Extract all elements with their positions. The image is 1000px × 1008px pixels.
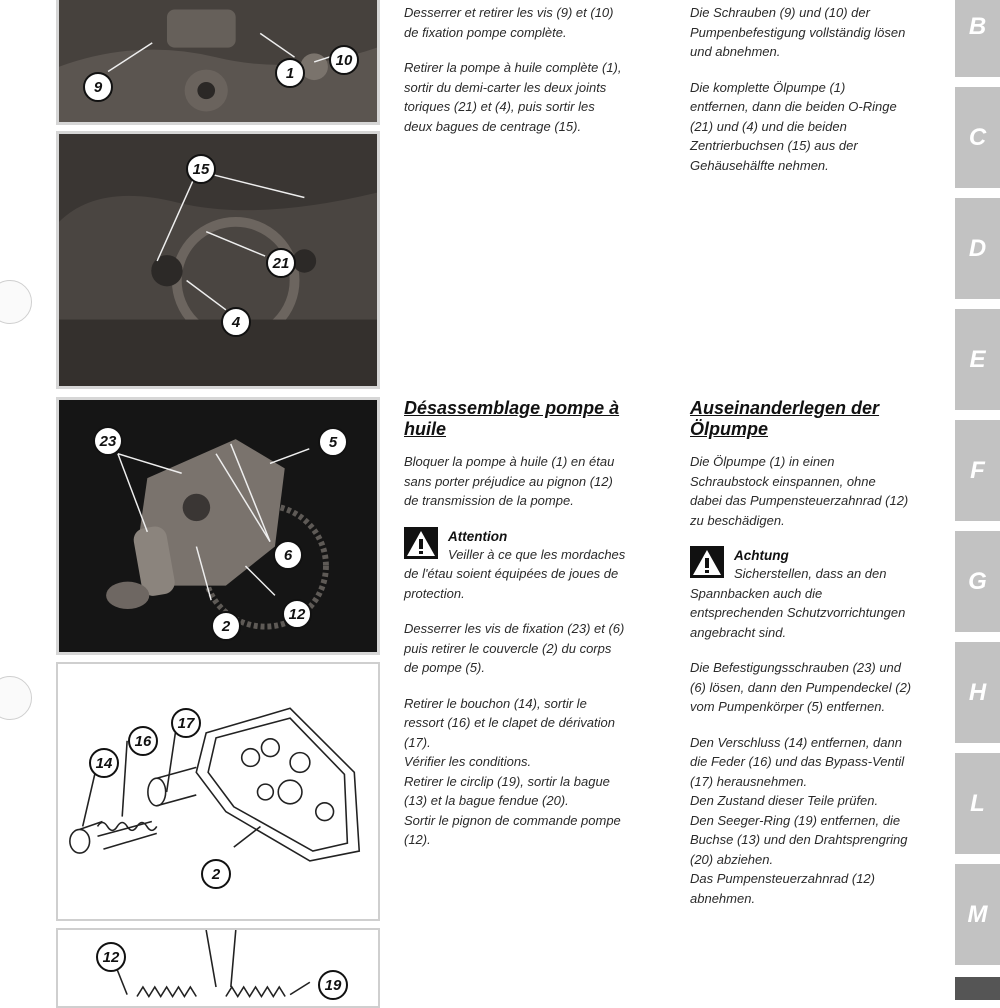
figure-gear-drawing — [56, 928, 380, 1008]
section-tab-f[interactable]: F — [955, 420, 1000, 521]
figure-pump-drawing — [56, 662, 380, 921]
section-tab-current[interactable] — [955, 977, 1000, 1000]
fr-paragraph-cover: Desserrer les vis de fixation (23) et (6) puis retirer le couvercle (2) du corps de pompe (5). — [404, 621, 625, 675]
callout-17: 17 — [171, 708, 201, 738]
callout-19: 19 — [318, 970, 348, 1000]
callout-12: 12 — [282, 599, 312, 629]
de-heading-disassembly: Auseinanderlegen der Ölpumpe — [690, 398, 880, 439]
callout-1: 1 — [275, 58, 305, 88]
figure-crankcase-orings — [56, 131, 380, 389]
callout-21: 21 — [266, 248, 296, 278]
fr-heading-disassembly: Désassemblage pompe à huile — [404, 398, 620, 439]
callout-9: 9 — [83, 72, 113, 102]
section-tab-h[interactable]: H — [955, 642, 1000, 743]
figure-oil-pump — [56, 397, 380, 655]
callout-10: 10 — [329, 45, 359, 75]
fr-paragraph-remove-screws: Desserrer et retirer les vis (9) et (10) de fixation pompe complète. — [404, 5, 614, 40]
binder-hole — [0, 280, 32, 324]
fr-paragraph-bypass: Retirer le bouchon (14), sortir le ressort (16) et le clapet de dérivation (17). Vérifier les conditions. Retirer le circlip (19), sortir la bague (13) et la bague fendue (20). Sortir le pignon de commande pompe (12). — [404, 695, 621, 847]
de-paragraph-bypass: Den Verschluss (14) entfernen, dann die Feder (16) und das Bypass-Ventil (17) herausnehmen. Den Zustand dieser Teile prüfen. Den Seeger-Ring (19) entfernen, die Buchse (13) und den Drahtsprengring (20) abziehen. Das Pumpensteuerzahnrad (12) abnehmen. — [690, 734, 908, 906]
fr-warning — [404, 527, 674, 604]
de-paragraph-remove-screws: Die Schrauben (9) und (10) der Pumpenbefestigung vollständig lösen und abnehmen. — [690, 5, 906, 59]
fr-paragraph-vice: Bloquer la pompe à huile (1) en étau sans porter préjudice au pignon (12) de transmission de la pompe. — [404, 454, 615, 508]
section-tab-c[interactable]: C — [955, 87, 1000, 188]
callout-5: 5 — [318, 427, 348, 457]
section-tab-d[interactable]: D — [955, 198, 1000, 299]
column-french — [404, 3, 674, 152]
warning-icon — [404, 527, 438, 559]
callout-2: 2 — [211, 611, 241, 641]
binder-hole — [0, 676, 32, 720]
fr-warning-title: Attention — [448, 528, 508, 544]
fr-warning-body: Veiller à ce que les mordaches de l'étau soient équipées de joues de protection. — [404, 546, 626, 601]
de-paragraph-vice: Die Ölpumpe (1) in einen Schraubstock einspannen, ohne dabei das Pumpensteuerzahnrad (12) zu beschädigen. — [690, 454, 909, 528]
de-paragraph-cover: Die Befestigungsschrauben (23) und (6) lösen, dann den Pumpendeckel (2) vom Pumpenkörper (5) entfernen. — [690, 660, 912, 714]
callout-4: 4 — [221, 307, 251, 337]
fr-paragraph-remove-pump: Retirer la pompe à huile complète (1), sortir du demi-carter les deux joints toriques (21) et (4), puis sortir les deux bagues de centrage (15). — [404, 60, 622, 134]
callout-6: 6 — [273, 540, 303, 570]
de-warning-title: Achtung — [734, 548, 789, 563]
warning-icon — [690, 546, 724, 578]
callout-12: 12 — [96, 942, 126, 972]
callout-14: 14 — [89, 748, 119, 778]
column-german — [690, 3, 952, 191]
section-tab-b[interactable]: B — [955, 0, 1000, 77]
column-french-disassembly — [404, 398, 674, 850]
callout-15: 15 — [186, 154, 216, 184]
figure-pump-screws — [56, 0, 380, 125]
column-german-disassembly — [690, 398, 952, 908]
de-paragraph-remove-pump: Die komplette Ölpumpe (1) entfernen, dann die beiden O-Ringe (21) und (4) und die beiden Zentrierbuchsen (15) aus der Gehäusehälfte nehmen. — [690, 79, 897, 173]
section-tab-m[interactable]: M — [955, 864, 1000, 965]
callout-2: 2 — [201, 859, 231, 889]
de-warning-body: Sicherstellen, dass an den Spannbacken auch die entsprechenden Schutzvorrichtungen angebracht sind. — [690, 566, 906, 640]
section-tab-l[interactable]: L — [955, 753, 1000, 854]
callout-16: 16 — [128, 726, 158, 756]
callout-23: 23 — [93, 426, 123, 456]
section-tab-g[interactable]: G — [955, 531, 1000, 632]
section-tab-e[interactable]: E — [955, 309, 1000, 410]
de-warning — [690, 546, 952, 642]
